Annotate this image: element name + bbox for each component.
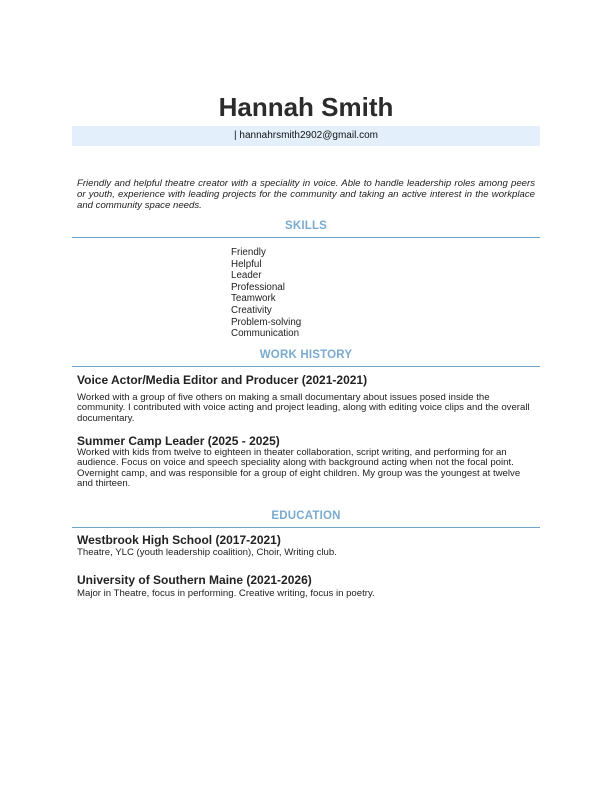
professional-summary: Friendly and helpful theatre creator with a speciality in voice. Able to handle leadership roles among peers or youth, experience with leading projects for the community and taking an active interest in the workplace and community space needs. bbox=[77, 178, 535, 212]
skill-item: Leader bbox=[231, 270, 262, 282]
school-description: Theatre, YLC (youth leadership coalition), Choir, Writing club. bbox=[77, 547, 337, 558]
skill-item: Communication bbox=[231, 328, 300, 340]
job-description: Worked with kids from twelve to eighteen in theater collaboration, script writing, and performing for an audience. Focus on voice and speech speciality along with background acting when not the focal point. Overnight camp, and was responsible for a group of eight children. My group was the youngest at twelve and thirteen. bbox=[77, 447, 521, 490]
skills-divider bbox=[72, 237, 540, 238]
work-history-divider bbox=[72, 366, 540, 367]
school-title: Westbrook High School (2017-2021) bbox=[77, 533, 281, 547]
skill-item: Friendly bbox=[231, 247, 266, 258]
skill-item: Teamwork bbox=[231, 293, 276, 305]
job-title: Summer Camp Leader (2025 - 2025) bbox=[77, 434, 280, 448]
contact-email: | hannahrsmith2902@gmail.com bbox=[234, 130, 378, 141]
skill-item: Professional bbox=[231, 281, 285, 293]
skills-list bbox=[231, 247, 301, 340]
school-description: Major in Theatre, focus in performing. Creative writing, focus in poetry. bbox=[77, 588, 375, 599]
skill-item: Creativity bbox=[231, 304, 272, 316]
skill-item: Problem-solving bbox=[231, 316, 302, 328]
education-divider bbox=[72, 527, 540, 528]
education-heading: EDUCATION bbox=[271, 510, 341, 522]
job-description: Worked with a group of five others on making a small documentary about issues posed inside the community. I contributed with voice acting and project leading, along with editing voice clips and the overall documentary. bbox=[77, 392, 530, 424]
skill-item: Helpful bbox=[231, 258, 262, 270]
work-history-heading: WORK HISTORY bbox=[259, 349, 353, 361]
school-title: University of Southern Maine (2021-2026) bbox=[77, 573, 312, 587]
job-title: Voice Actor/Media Editor and Producer (2021-2021) bbox=[77, 373, 368, 387]
skills-heading: SKILLS bbox=[284, 220, 328, 232]
contact-band bbox=[72, 126, 540, 146]
candidate-name: Hannah Smith bbox=[218, 92, 394, 122]
